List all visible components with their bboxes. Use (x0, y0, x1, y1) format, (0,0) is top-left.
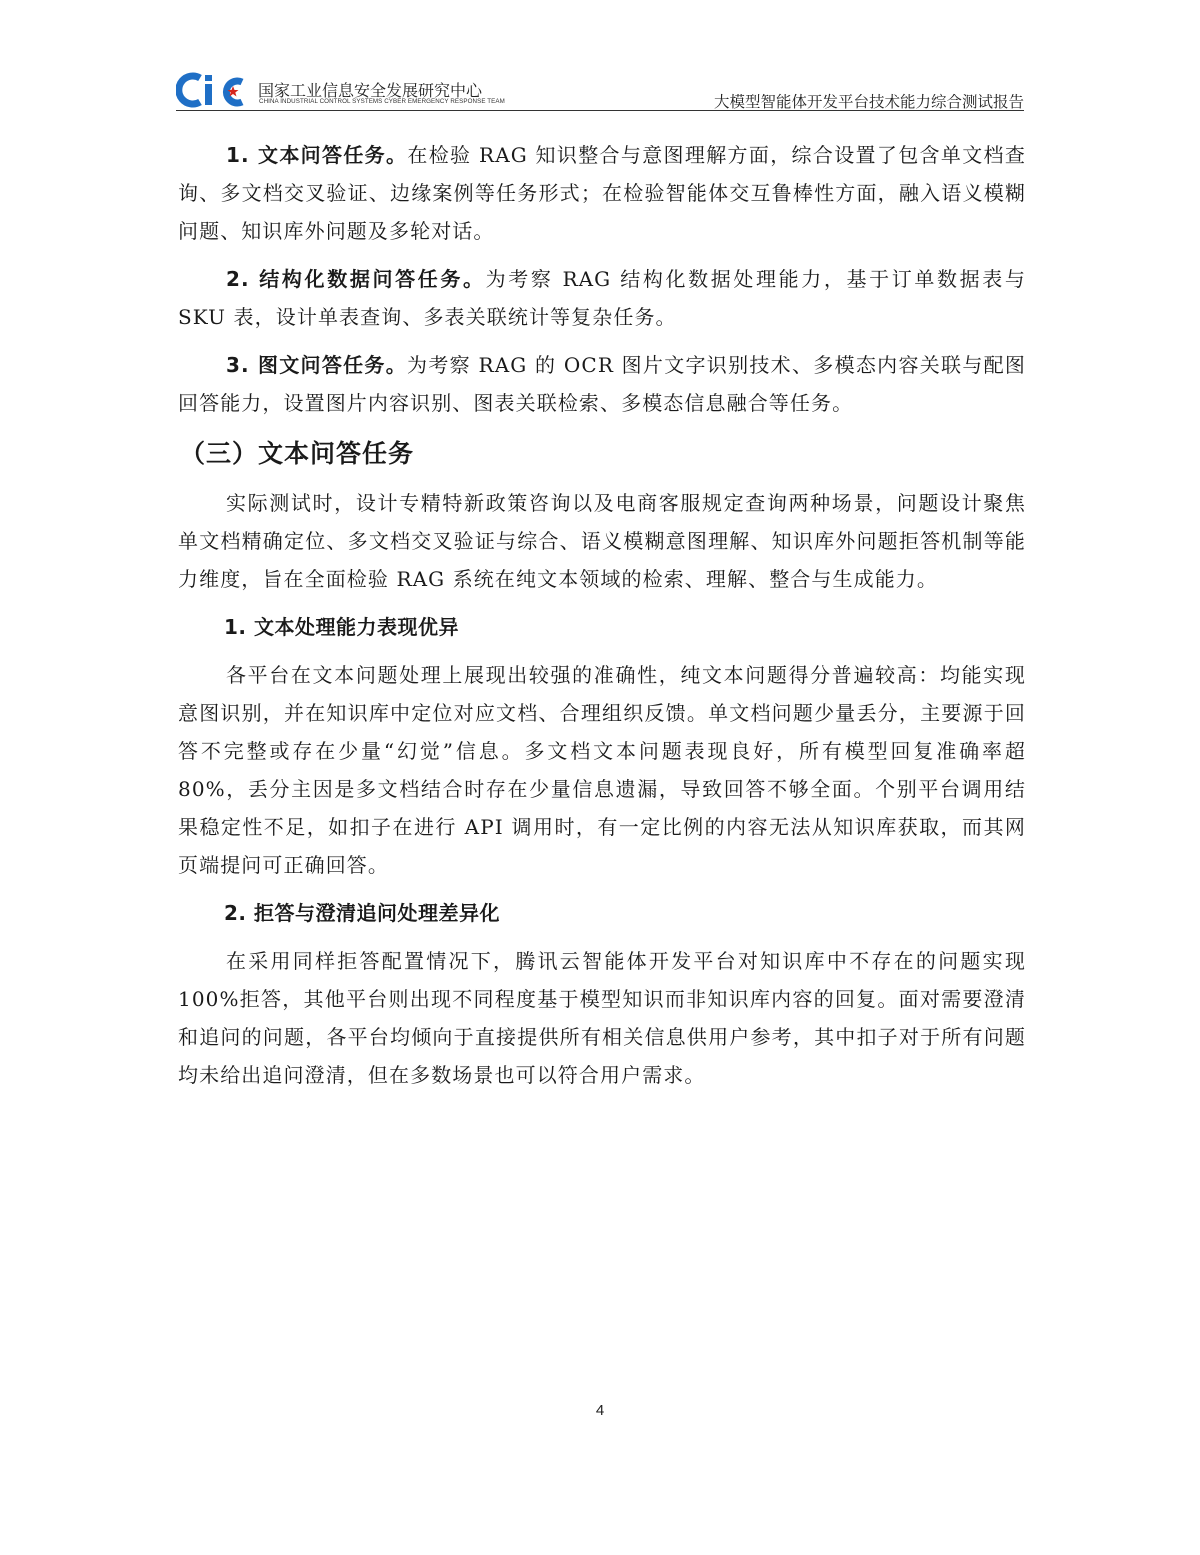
organization-name: 国家工业信息安全发展研究中心 (258, 81, 483, 100)
page-number: 4 (595, 1402, 605, 1419)
paragraph-refusal: 在采用同样拒答配置情况下，腾讯云智能体开发平台对知识库中不存在的问题实现 100%拒答，其他平台则出现不同程度基于模型知识而非知识库内容的回复。面对需要澄清和追问的问题，各平台均倾向于直接提供所有相关信息供用户参考，其中扣子对于所有问题均未给出追问澄清，但在多数场景也可以符合用户需求。 (178, 949, 1026, 1087)
subsection-heading-refusal: 2. 拒答与澄清追问处理差异化 (224, 901, 500, 925)
section-heading: （三）文本问答任务 (180, 439, 415, 468)
header-divider (176, 110, 1024, 111)
paragraph-body: 为考察 RAG 结构化数据处理能力，基于订单数据表与 SKU 表，设计单表查询、多表关联统计等复杂任务。 (178, 267, 1027, 329)
paragraph-image-text-task (178, 346, 1026, 422)
cic-logo-icon (176, 72, 254, 108)
paragraph-text-qa-task (178, 136, 1026, 250)
paragraph-structured-data-task (178, 260, 1026, 336)
organization-name-english: CHINA INDUSTRIAL CONTROL SYSTEMS CYBER EMERGENCY RESPONSE TEAM (259, 98, 505, 105)
page-header (176, 66, 1024, 112)
paragraph-text-processing: 各平台在文本问题处理上展现出较强的准确性，纯文本问题得分普遍较高：均能实现意图识别，并在知识库中定位对应文档、合理组织反馈。单文档问题少量丢分，主要源于回答不完整或存在少量“幻觉”信息。多文档文本问题表现良好，所有模型回复准确率超 80%，丢分主因是多文档结合时存在少量信息遗漏，导致回答不够全面。个别平台调用结果稳定性不足，如扣子在进行 API 调用时，有一定比例的内容无法从知识库获取，而其网页端提问可正确回答。 (178, 663, 1026, 877)
paragraph-lead: 2. 结构化数据问答任务。 (226, 267, 486, 291)
report-title: 大模型智能体开发平台技术能力综合测试报告 (713, 93, 1024, 111)
paragraph-lead: 1. 文本问答任务。 (226, 143, 408, 167)
paragraph-body: 为考察 RAG 的 OCR 图片文字识别技术、多模态内容关联与配图回答能力，设置图片内容识别、图表关联检索、多模态信息融合等任务。 (178, 353, 1027, 415)
subsection-heading-text-processing: 1. 文本处理能力表现优异 (224, 615, 459, 639)
paragraph-lead: 3. 图文问答任务。 (226, 353, 408, 377)
paragraph-body: 在检验 RAG 知识整合与意图理解方面，综合设置了包含单文档查询、多文档交叉验证、边缘案例等任务形式；在检验智能体交互鲁棒性方面，融入语义模糊问题、知识库外问题及多轮对话。 (178, 143, 1026, 243)
paragraph-test-design: 实际测试时，设计专精特新政策咨询以及电商客服规定查询两种场景，问题设计聚焦单文档精确定位、多文档交叉验证与综合、语义模糊意图理解、知识库外问题拒答机制等能力维度，旨在全面检验 RAG 系统在纯文本领域的检索、理解、整合与生成能力。 (178, 491, 1026, 591)
page-content (178, 136, 1026, 1094)
